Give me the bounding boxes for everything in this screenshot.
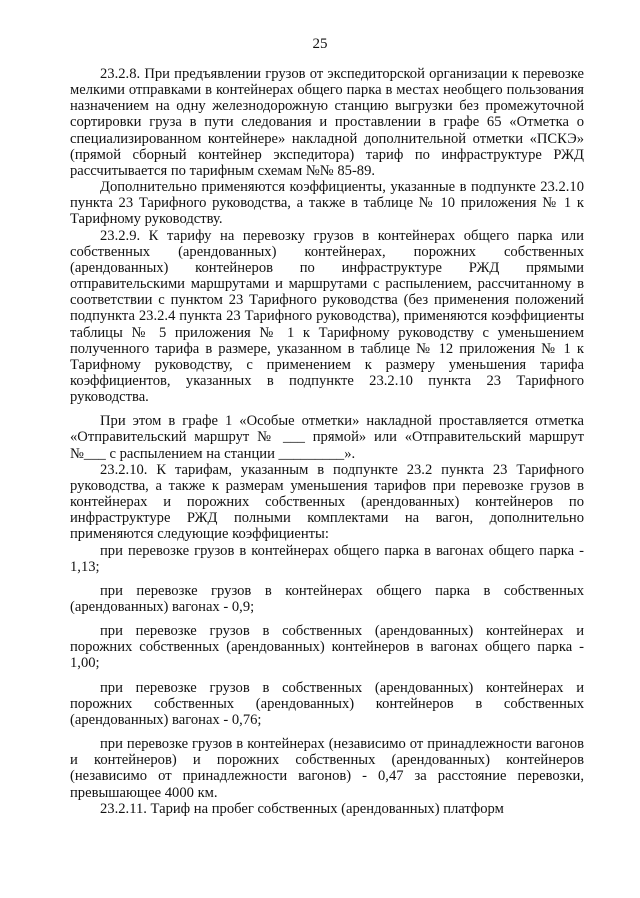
coefficient-item-own-wagons: при перевозке грузов в контейнерах общего парка в собственных (арендованных) вагонах - 0,9;	[70, 582, 584, 615]
coefficient-item-over-4000km: при перевозке грузов в контейнерах (независимо от принадлежности вагонов и контейнеров) и порожних собственных (арендованных) контейнеров (независимо от принадлежности вагонов) - 0,47 за расстояние перевозки, превышающее 4000 км.	[70, 736, 584, 801]
paragraph-23-2-8: 23.2.8. При предъявлении грузов от экспедиторской организации к перевозке мелкими отправками в контейнерах общего парка в местах необщего пользования назначением на одну железнодорожную станцию выгрузки без промежуточной сортировки груза в пути следования и проставлении в графе 65 «Отметка о специализированном контейнере» накладной дополнительной отметки «ПСКЭ» (прямой сборный контейнер экспедитора) тариф по инфраструктуре РЖД рассчитывается по тарифным схемам №№ 85-89.	[70, 66, 584, 179]
paragraph-23-2-11: 23.2.11. Тариф на пробег собственных (арендованных) платформ	[100, 800, 504, 817]
document-body	[70, 66, 584, 817]
coefficient-item-own-containers: при перевозке грузов в собственных (арендованных) контейнерах и порожних собственных (арендованных) контейнеров в вагонах общего парка - 1,00;	[70, 623, 584, 672]
paragraph-23-2-10: 23.2.10. К тарифам, указанным в подпункте 23.2 пункта 23 Тарифного руководства, а также к размерам уменьшения тарифов при перевозке грузов в контейнерах и порожних собственных (арендованных) контейнеров по инфраструктуре РЖД полными комплектами на вагон, дополнительно применяются следующие коэффициенты:	[70, 461, 584, 543]
page-number: 25	[312, 36, 328, 52]
paragraph-special-marks: При этом в графе 1 «Особые отметки» накладной проставляется отметка «Отправительский маршрут № ___ прямой» или «Отправительский маршрут №___ с распылением на станции _________».	[70, 413, 584, 462]
paragraph-23-2-9: 23.2.9. К тарифу на перевозку грузов в контейнерах общего парка или собственных (арендованных) контейнерах, порожних собственных (арендованных) контейнеров по инфраструктуре РЖД прямыми отправительскими маршрутами и маршрутами с распылением, рассчитанному в соответствии с пунктом 23 Тарифного руководства (без применения положений подпункта 23.2.4 пункта 23 Тарифного руководства), применяются коэффициенты таблицы № 5 приложения № 1 к Тарифному руководству с уменьшением полученного тарифа в размере, указанном в таблице № 12 приложения № 1 к Тарифному руководству, с применением к размеру уменьшения тарифа коэффициентов, указанных в подпункте 23.2.10 пункта 23 Тарифного руководства.	[70, 227, 584, 406]
coefficient-item-own-containers-own-wagons: при перевозке грузов в собственных (арендованных) контейнерах и порожних собственных (арендованных) контейнеров в собственных (арендованных) вагонах - 0,76;	[70, 679, 584, 728]
coefficient-item-common-park: при перевозке грузов в контейнерах общего парка в вагонах общего парка - 1,13;	[70, 542, 584, 575]
paragraph-additional-coefficients: Дополнительно применяются коэффициенты, указанные в подпункте 23.2.10 пункта 23 Тарифного руководства, а также в таблице № 10 приложения № 1 к Тарифному руководству.	[70, 179, 584, 228]
